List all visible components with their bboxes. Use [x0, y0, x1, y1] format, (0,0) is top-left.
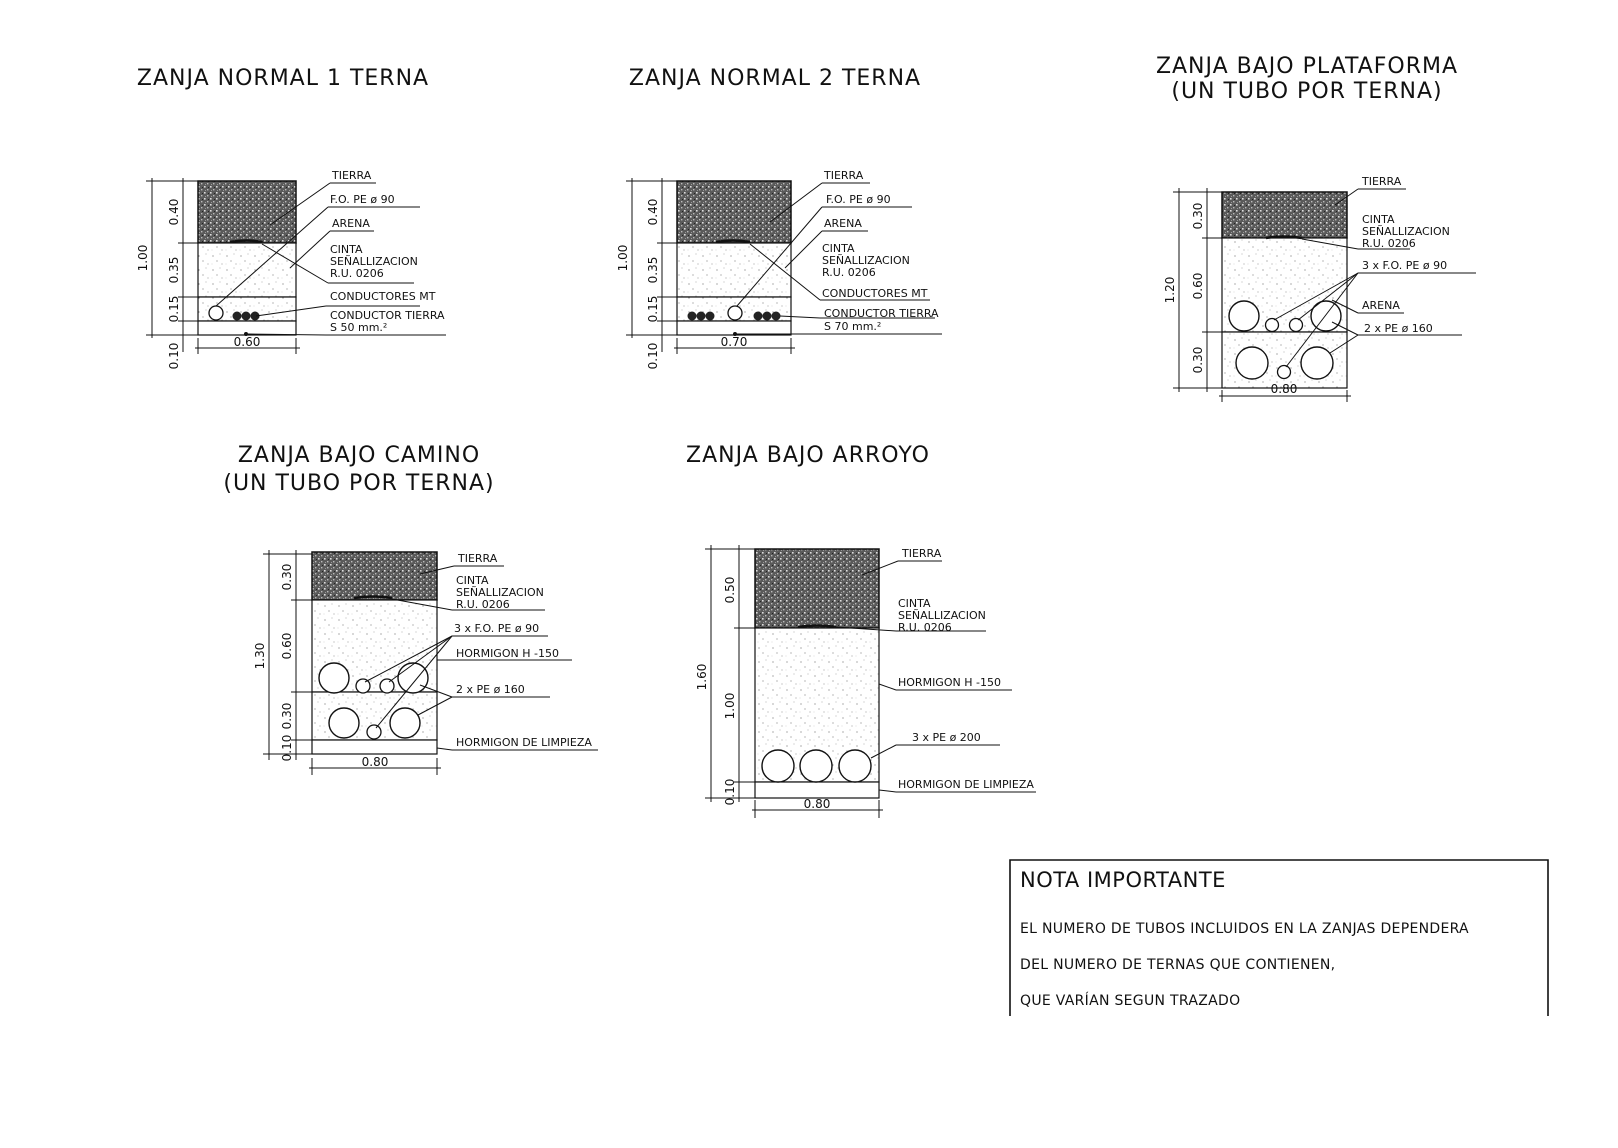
dim-layer: 1.00 [723, 692, 737, 720]
label: HORMIGON H -150 [898, 676, 1001, 689]
dim-layer: 0.10 [167, 342, 181, 370]
label: SEÑALLIZACION [898, 609, 986, 622]
pe-tube [398, 663, 428, 693]
cleaning-concrete-layer [312, 740, 437, 754]
conductor [754, 312, 763, 321]
pe-tube [762, 750, 794, 782]
fiber-tube [380, 679, 394, 693]
label: CINTA [1362, 213, 1395, 226]
dim-layer: 0.15 [646, 295, 660, 323]
sand-layer [198, 243, 296, 297]
trench-normal-1 [136, 66, 446, 369]
soil-layer [677, 181, 791, 243]
pe-tube [1236, 347, 1268, 379]
label: R.U. 0206 [330, 267, 384, 280]
fiber-tube [1290, 319, 1303, 332]
dim-layer: 0.10 [280, 734, 294, 762]
label: CONDUCTOR TIERRA [824, 307, 939, 320]
label: F.O. PE ø 90 [826, 193, 891, 206]
label: TIERRA [1362, 175, 1402, 188]
dim-total: 1.60 [695, 663, 709, 691]
dim-layer: 0.30 [1191, 202, 1205, 230]
dim-layer: 0.30 [280, 563, 294, 591]
dim-width: 0.80 [803, 797, 831, 811]
dim-layer: 0.60 [1191, 272, 1205, 300]
label: CINTA [456, 574, 489, 587]
dim-layer: 0.40 [167, 198, 181, 226]
label: R.U. 0206 [456, 598, 510, 611]
dim-layer: 0.35 [646, 256, 660, 284]
pe-tube [839, 750, 871, 782]
trench-subtitle: (UN TUBO POR TERNA) [1171, 79, 1443, 104]
trench-title: ZANJA BAJO ARROYO [686, 443, 930, 468]
note-line: QUE VARÍAN SEGUN TRAZADO [1020, 993, 1241, 1009]
label: 2 x PE ø 160 [456, 683, 525, 696]
label: TIERRA [824, 169, 864, 182]
label: F.O. PE ø 90 [330, 193, 395, 206]
trench-title: ZANJA BAJO CAMINO [237, 443, 481, 468]
note-title: NOTA IMPORTANTE [1020, 868, 1226, 892]
label: 3 x F.O. PE ø 90 [454, 622, 540, 635]
conductor [772, 312, 781, 321]
dim-layer: 0.40 [646, 198, 660, 226]
trench-title: ZANJA NORMAL 2 TERNA [628, 66, 922, 91]
conductor [706, 312, 715, 321]
label: ARENA [332, 217, 370, 230]
label: ARENA [1362, 299, 1400, 312]
cleaning-concrete-layer [755, 782, 879, 798]
soil-layer [198, 181, 296, 243]
label: TIERRA [902, 547, 942, 560]
label: ARENA [824, 217, 862, 230]
trench-bajo-arroyo [686, 443, 1036, 818]
label: R.U. 0206 [822, 266, 876, 279]
label: SEÑALLIZACION [1362, 225, 1450, 238]
label: CONDUCTORES MT [822, 287, 928, 300]
pe-tube [1301, 347, 1333, 379]
label: TIERRA [332, 169, 372, 182]
label: S 50 mm.² [330, 321, 388, 334]
trench-normal-2 [616, 66, 942, 369]
dim-width: 0.70 [720, 335, 748, 349]
soil-layer [755, 549, 879, 628]
pe-tube [319, 663, 349, 693]
trench-subtitle: (UN TUBO POR TERNA) [223, 471, 495, 496]
pe-tube [800, 750, 832, 782]
dim-layer: 0.30 [280, 702, 294, 730]
label: TIERRA [458, 552, 498, 565]
dim-width: 0.80 [361, 755, 389, 769]
dim-layer: 0.60 [280, 632, 294, 660]
conductor [233, 312, 242, 321]
label: HORMIGON DE LIMPIEZA [898, 778, 1034, 791]
dim-layer: 0.10 [723, 778, 737, 806]
fiber-tube [1266, 319, 1279, 332]
label: HORMIGON DE LIMPIEZA [456, 736, 592, 749]
dim-total: 1.00 [616, 244, 630, 272]
label: S 70 mm.² [824, 320, 882, 333]
trench-bajo-plataforma [1156, 54, 1476, 402]
dim-width: 0.80 [1270, 382, 1298, 396]
label: CONDUCTORES MT [330, 290, 436, 303]
pe-tube [390, 708, 420, 738]
dim-total: 1.20 [1163, 276, 1177, 304]
label: 2 x PE ø 160 [1364, 322, 1433, 335]
label: R.U. 0206 [898, 621, 952, 634]
fiber-tube [728, 306, 742, 320]
dim-layer: 0.35 [167, 256, 181, 284]
dim-layer: 0.10 [646, 342, 660, 370]
conductor [242, 312, 251, 321]
note-line: DEL NUMERO DE TERNAS QUE CONTIENEN, [1020, 957, 1336, 973]
soil-layer [1222, 192, 1347, 238]
sand-layer [677, 243, 791, 297]
dim-width: 0.60 [233, 335, 261, 349]
dim-total: 1.00 [136, 244, 150, 272]
label: R.U. 0206 [1362, 237, 1416, 250]
fiber-tube [209, 306, 223, 320]
pe-tube [1229, 301, 1259, 331]
label: CINTA [898, 597, 931, 610]
conductor [688, 312, 697, 321]
trench-bajo-camino [223, 443, 598, 775]
fiber-tube [356, 679, 370, 693]
label: SEÑALLIZACION [822, 254, 910, 267]
note-box [1010, 860, 1548, 1016]
label: CINTA [330, 243, 363, 256]
fiber-tube [1278, 366, 1291, 379]
label: 3 x PE ø 200 [912, 731, 981, 744]
pe-tube [329, 708, 359, 738]
dim-layer: 0.50 [723, 576, 737, 604]
fiber-tube [367, 725, 381, 739]
label: HORMIGON H -150 [456, 647, 559, 660]
conductor [697, 312, 706, 321]
note-line: EL NUMERO DE TUBOS INCLUIDOS EN LA ZANJAS DEPENDERA [1020, 921, 1469, 937]
label: 3 x F.O. PE ø 90 [1362, 259, 1448, 272]
conductor [763, 312, 772, 321]
label: CONDUCTOR TIERRA [330, 309, 445, 322]
trench-title: ZANJA NORMAL 1 TERNA [136, 66, 430, 91]
label: SEÑALLIZACION [456, 586, 544, 599]
dim-total: 1.30 [253, 642, 267, 670]
soil-layer [312, 552, 437, 600]
dim-layer: 0.15 [167, 295, 181, 323]
label: CINTA [822, 242, 855, 255]
trench-title: ZANJA BAJO PLATAFORMA [1155, 54, 1459, 79]
dim-layer: 0.30 [1191, 346, 1205, 374]
label: SEÑALLIZACION [330, 255, 418, 268]
pe-tube [1311, 301, 1341, 331]
